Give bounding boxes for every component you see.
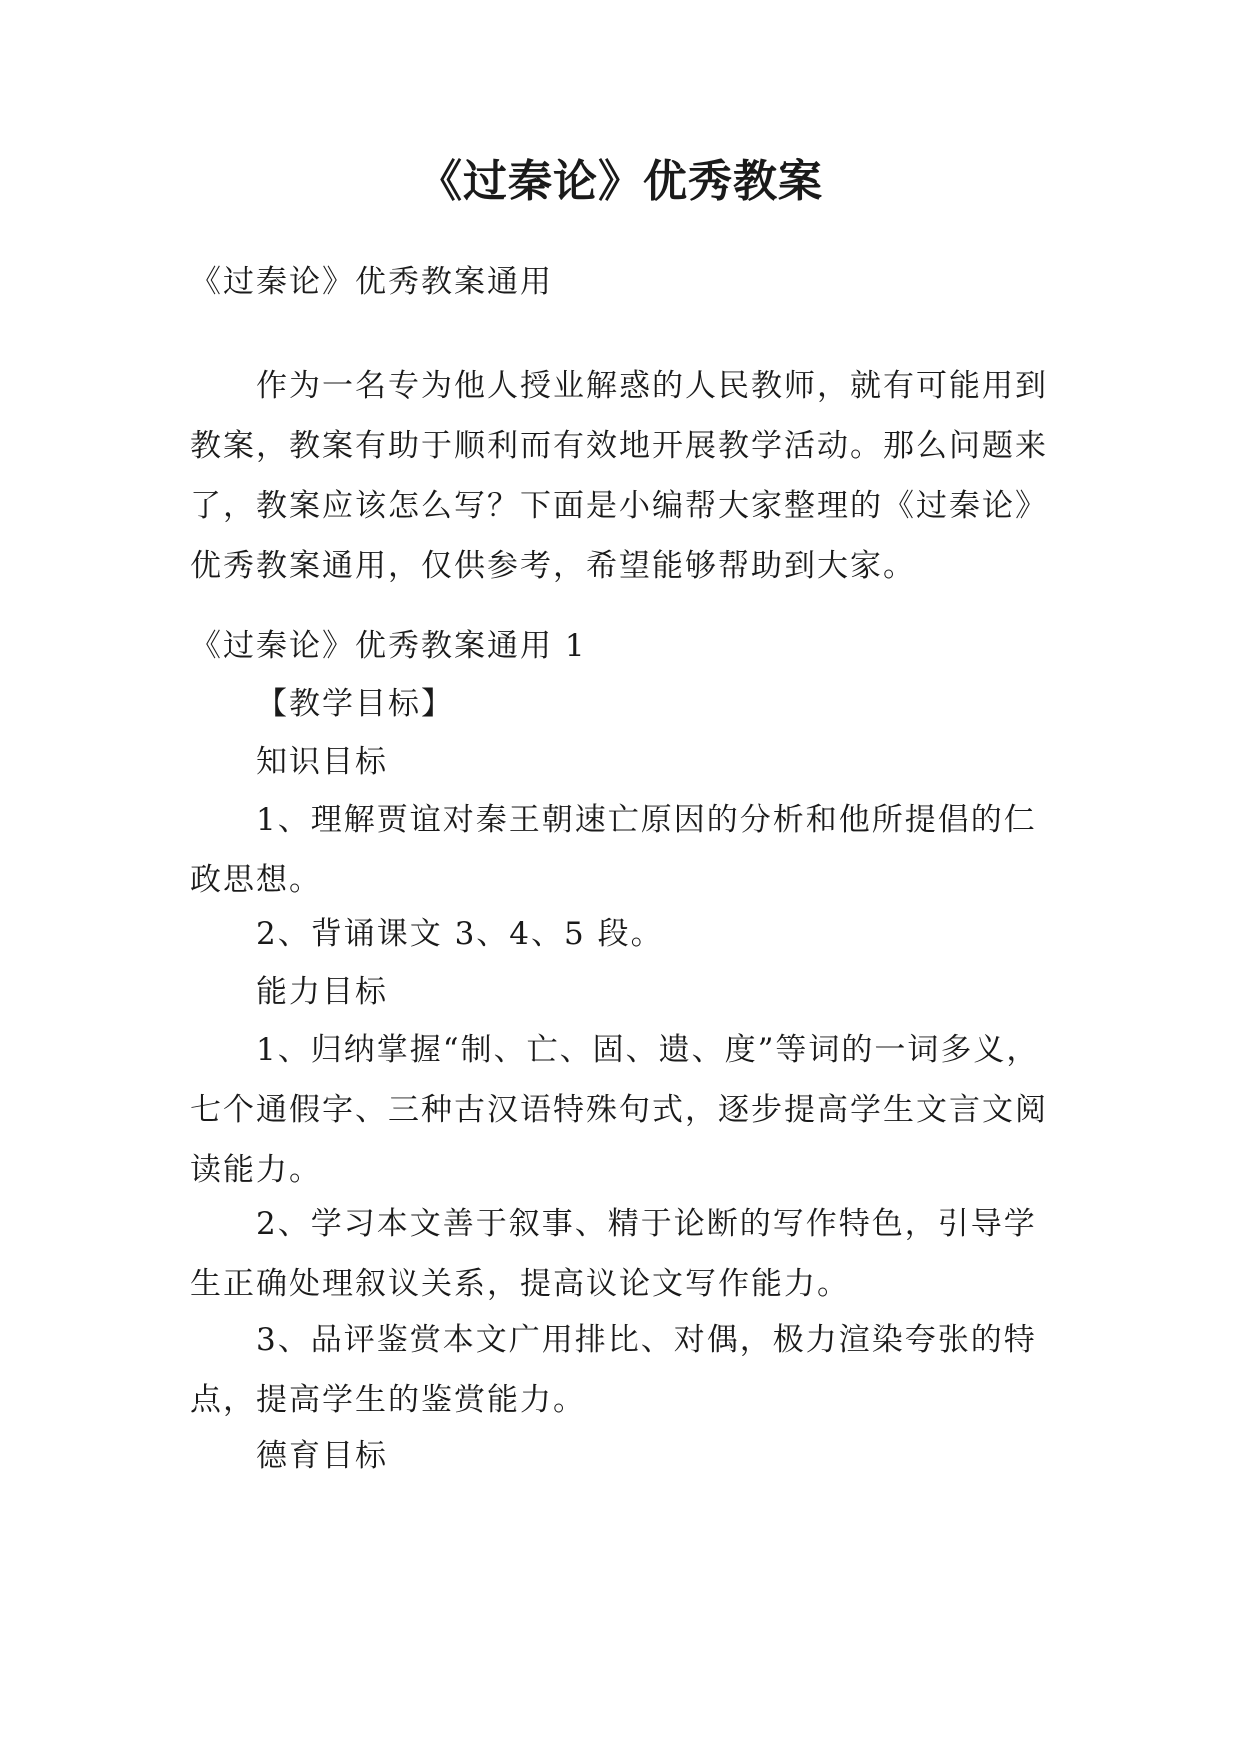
ability-goal-item: 1、归纳掌握“制、亡、固、遗、度”等词的一词多义，七个通假字、三种古汉语特殊句式，逐步提高学生文言文阅读能力。: [190, 1032, 1048, 1188]
ability-goal-item: 2、学习本文善于叙事、精于论断的写作特色，引导学生正确处理叙议关系，提高议论文写作能力。: [190, 1206, 1037, 1302]
knowledge-goal-item: 1、理解贾谊对秦王朝速亡原因的分析和他所提倡的仁政思想。: [190, 802, 1037, 898]
intro-paragraph: 作为一名专为他人授业解惑的人民教师，就有可能用到教案，教案有助于顺利而有效地开展教学活动。那么问题来了，教案应该怎么写？下面是小编帮大家整理的《过秦论》优秀教案通用，仅供参考，希望能够帮助到大家。: [190, 368, 1048, 584]
section-heading: 《过秦论》优秀教案通用 1: [190, 628, 587, 664]
ability-goals-heading: 能力目标: [256, 974, 388, 1010]
teaching-goals-heading: 【教学目标】: [256, 686, 454, 722]
document-title: 《过秦论》优秀教案: [418, 156, 823, 207]
ability-goal-item: 3、品评鉴赏本文广用排比、对偶，极力渲染夸张的特点，提高学生的鉴赏能力。: [190, 1322, 1037, 1418]
knowledge-goals-heading: 知识目标: [256, 744, 388, 780]
knowledge-goal-item: 2、背诵课文 3、4、5 段。: [256, 916, 664, 952]
document-subtitle: 《过秦论》优秀教案通用: [190, 264, 553, 300]
moral-goals-heading: 德育目标: [256, 1438, 388, 1474]
